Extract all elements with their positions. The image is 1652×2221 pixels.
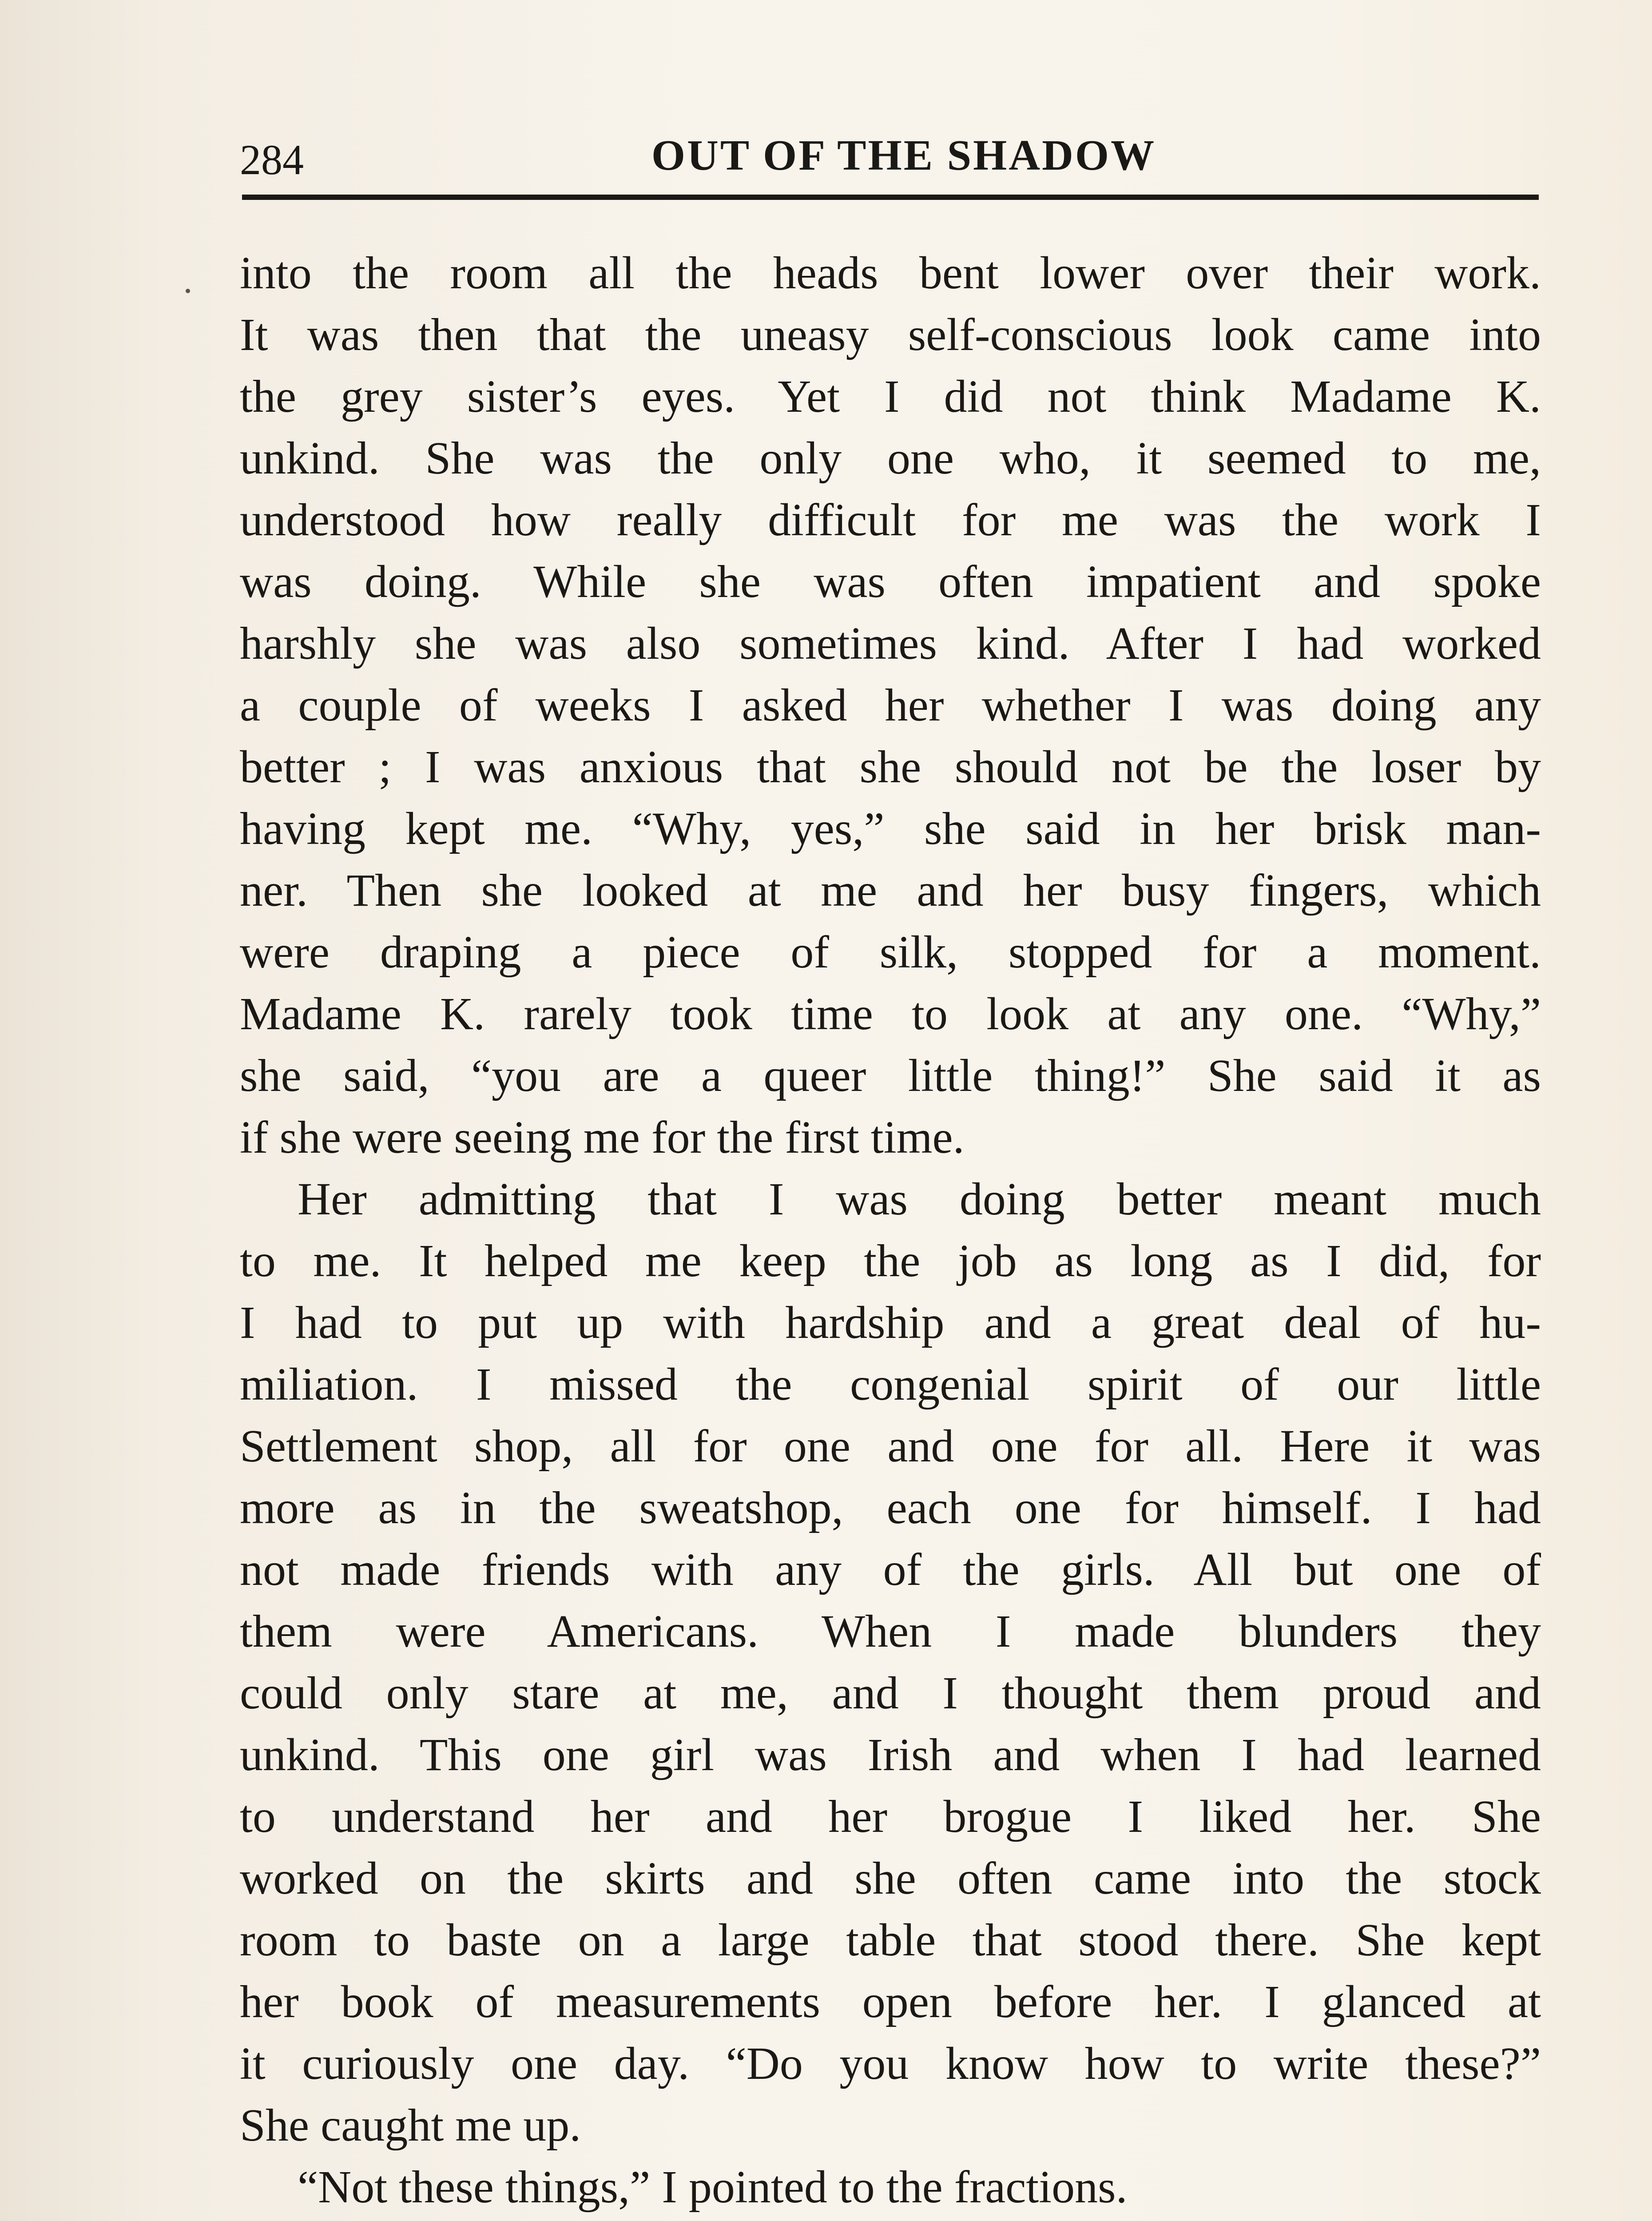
text-line: into the room all the heads bent lower over their work.: [240, 247, 1541, 299]
text-line: “Not these things,” I pointed to the fractions.: [298, 2161, 1128, 2213]
text-line: I had to put up with hardship and a great deal of hu-: [240, 1297, 1541, 1348]
text-line: worked on the skirts and she often came into the stock: [240, 1853, 1541, 1904]
running-head: [240, 124, 1541, 191]
text-line: not made friends with any of the girls. All but one of: [240, 1544, 1541, 1595]
paragraph-4: [240, 2218, 1541, 2221]
text-line: a couple of weeks I asked her whether I was doing any: [240, 680, 1541, 731]
text-line: harshly she was also sometimes kind. After I had worked: [240, 618, 1541, 669]
text-line: She caught me up.: [240, 2100, 581, 2151]
text-line: miliation. I missed the congenial spirit of our little: [240, 1359, 1541, 1410]
stray-ink-mark: [186, 289, 190, 293]
text-line: having kept me. “Why, yes,” she said in her brisk man-: [240, 803, 1541, 854]
running-title: OUT OF THE SHADOW: [651, 131, 1156, 179]
text-line: was doing. While she was often impatient and spoke: [240, 556, 1541, 607]
body-text: [240, 242, 1541, 2221]
paragraph-1: [240, 242, 1541, 1168]
text-line: understood how really difficult for me was the work I: [240, 494, 1541, 545]
text-line: could only stare at me, and I thought them proud and: [240, 1668, 1541, 1719]
paragraph-2: [240, 1168, 1541, 2156]
text-line: she said, “you are a queer little thing!” She said it as: [240, 1050, 1541, 1101]
text-line: the grey sister’s eyes. Yet I did not think Madame K.: [240, 371, 1541, 422]
text-line: Settlement shop, all for one and one for all. Here it was: [240, 1421, 1541, 1472]
text-line: them were Americans. When I made blunders they: [240, 1606, 1541, 1657]
text-line: Her admitting that I was doing better meant much: [298, 1174, 1541, 1225]
text-line: more as in the sweatshop, each one for himself. I had: [240, 1482, 1541, 1533]
paragraph-3: [240, 2156, 1541, 2218]
text-line: better ; I was anxious that she should not be the loser by: [240, 741, 1541, 792]
text-line: [240, 2218, 1541, 2221]
page-number: 284: [240, 136, 304, 183]
text-line: room to baste on a large table that stood there. She kept: [240, 1915, 1541, 1966]
text-line: her book of measurements open before her. I glanced at: [240, 1976, 1541, 2027]
text-line: unkind. She was the only one who, it seemed to me,: [240, 433, 1541, 484]
text-line: Madame K. rarely took time to look at any one. “Why,”: [240, 988, 1541, 1039]
text-line: unkind. This one girl was Irish and when I had learned: [240, 1729, 1541, 1780]
text-line: It was then that the uneasy self-conscious look came into: [240, 309, 1541, 360]
text-line: if she were seeing me for the first time.: [240, 1112, 965, 1163]
text-line: to me. It helped me keep the job as long as I did, for: [240, 1235, 1541, 1286]
header-rule: [242, 195, 1539, 200]
text-line: ner. Then she looked at me and her busy fingers, which: [240, 865, 1541, 916]
text-line: it curiously one day. “Do you know how to write these?”: [240, 2038, 1541, 2089]
text-line: to understand her and her brogue I liked her. She: [240, 1791, 1541, 1842]
text-line: were draping a piece of silk, stopped for a moment.: [240, 927, 1541, 978]
